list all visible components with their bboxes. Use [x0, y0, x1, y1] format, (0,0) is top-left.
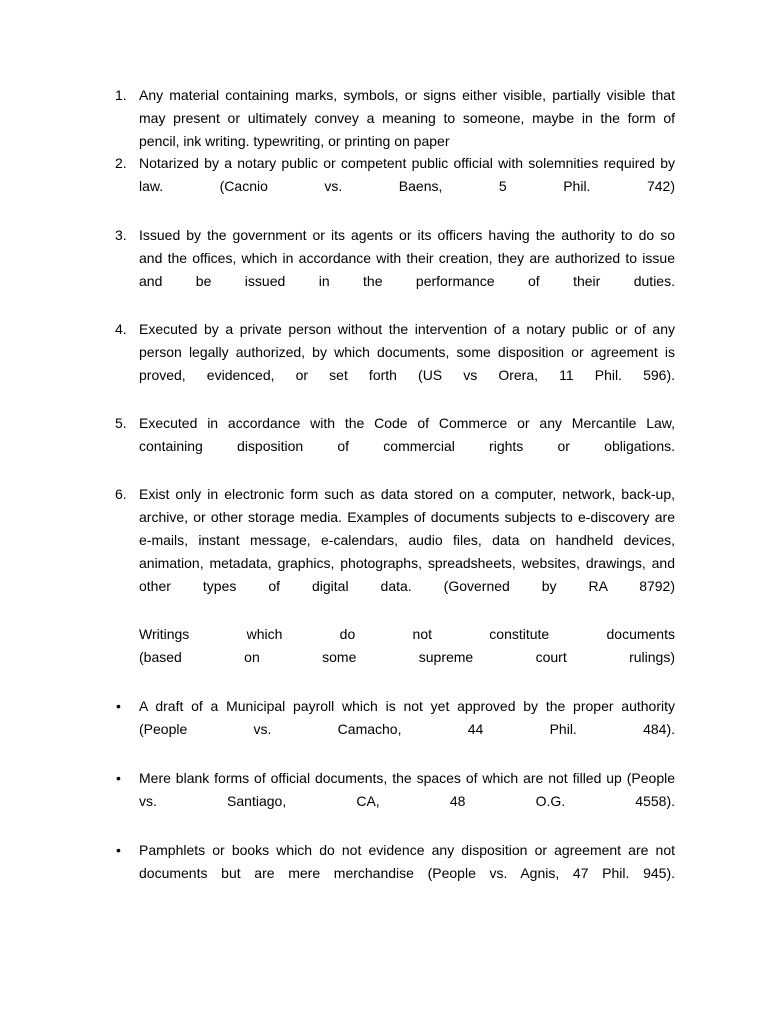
text-line: law. (Cacnio vs. Baens, 5 Phil. 742)	[139, 178, 675, 194]
text-line: Executed in accordance with the Code of Commerce or any Mercantile Law,	[139, 415, 675, 431]
text-line: and be issued in the performance of their duties.	[139, 273, 675, 289]
text-line: Any material containing marks, symbols, or signs either visible, partially visible that	[139, 87, 675, 103]
list-number: 3.	[115, 227, 127, 243]
text-line: person legally authorized, by which documents, some disposition or agreement is	[139, 344, 675, 360]
text-line: documents but are mere merchandise (People vs. Agnis, 47 Phil. 945).	[139, 865, 675, 881]
bullet-item-text	[139, 695, 675, 741]
list-number: 6.	[115, 486, 127, 502]
list-number: 5.	[115, 415, 127, 431]
list-item-text	[139, 84, 675, 153]
list-number: 4.	[115, 321, 127, 337]
text-line: Notarized by a notary public or competent public official with solemnities required by	[139, 155, 675, 171]
list-item-text	[139, 483, 675, 598]
list-item-3	[115, 224, 675, 293]
text-line: e-mails, instant message, e-calendars, audio files, data on handheld devices,	[139, 532, 675, 548]
text-line: may present or ultimately convey a meaning to someone, maybe in the form of	[139, 110, 675, 126]
list-item-2	[115, 152, 675, 198]
list-number: 1.	[115, 87, 127, 103]
text-line: containing disposition of commercial rights or obligations.	[139, 438, 675, 454]
list-item-text	[139, 224, 675, 293]
bullet-item-text	[139, 767, 675, 813]
bullet-icon: •	[116, 842, 121, 858]
text-line: Pamphlets or books which do not evidence any disposition or agreement are not	[139, 842, 675, 858]
bullet-item-1	[115, 695, 675, 741]
bullet-item-2	[115, 767, 675, 813]
text-line: vs. Santiago, CA, 48 O.G. 4558).	[139, 793, 675, 809]
bullet-icon: •	[116, 698, 121, 714]
list-item-5	[115, 412, 675, 458]
text-line: Mere blank forms of official documents, the spaces of which are not filled up (People	[139, 770, 675, 786]
text-line: archive, or other storage media. Examples of documents subjects to e-discovery are	[139, 509, 675, 525]
list-item-4	[115, 318, 675, 387]
text-line: Exist only in electronic form such as data stored on a computer, network, back-up,	[139, 486, 675, 502]
bullet-item-text	[139, 839, 675, 885]
section-heading	[139, 623, 675, 669]
list-number: 2.	[115, 155, 127, 171]
text-line: Executed by a private person without the intervention of a notary public or of any	[139, 321, 675, 337]
bullet-item-3	[115, 839, 675, 885]
text-line: A draft of a Municipal payroll which is not yet approved by the proper authority	[139, 698, 675, 714]
text-line: other types of digital data. (Governed by RA 8792)	[139, 578, 675, 594]
list-item-6	[115, 483, 675, 598]
heading-line: Writings which do not constitute documents	[139, 626, 675, 642]
text-line: animation, metadata, graphics, photographs, spreadsheets, websites, drawings, and	[139, 555, 675, 571]
list-item-text	[139, 412, 675, 458]
bullet-icon: •	[116, 770, 121, 786]
text-line: (People vs. Camacho, 44 Phil. 484).	[139, 721, 675, 737]
list-item-1	[115, 84, 675, 153]
text-line: and the offices, which in accordance with their creation, they are authorized to issue	[139, 250, 675, 266]
list-item-text	[139, 152, 675, 198]
text-line: proved, evidenced, or set forth (US vs Orera, 11 Phil. 596).	[139, 367, 675, 383]
list-item-text	[139, 318, 675, 387]
text-line: Issued by the government or its agents or its officers having the authority to do so	[139, 227, 675, 243]
text-line: pencil, ink writing. typewriting, or printing on paper	[139, 133, 450, 149]
heading-line: (based on some supreme court rulings)	[139, 649, 675, 665]
